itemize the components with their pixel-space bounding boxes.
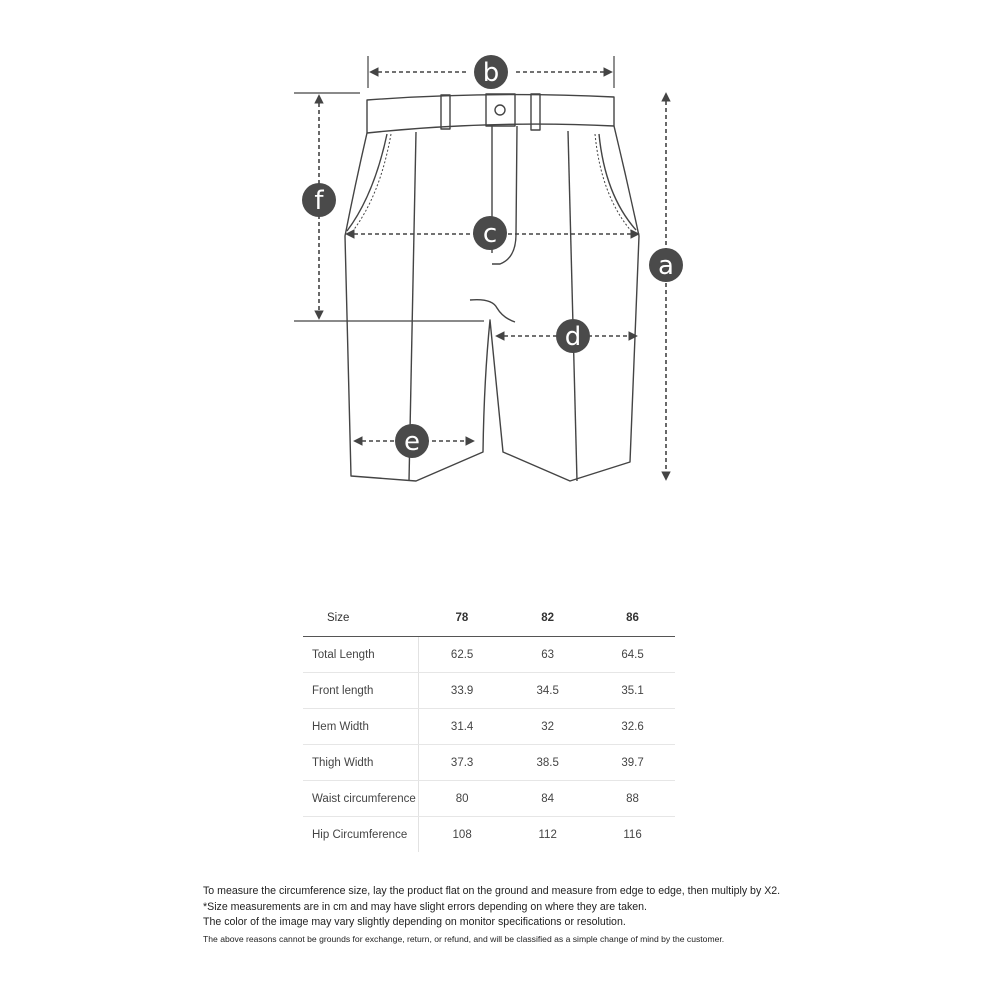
measurement-notes — [203, 884, 823, 946]
table-row — [303, 673, 675, 709]
marker-e-label: e — [404, 427, 420, 457]
marker-d — [556, 319, 590, 353]
row-label: Hem Width — [303, 709, 419, 745]
table-row — [303, 781, 675, 817]
cell: 108 — [452, 828, 472, 841]
button — [495, 105, 505, 115]
cell: 37.3 — [419, 745, 506, 781]
marker-e — [395, 424, 429, 458]
size-header-row — [303, 600, 675, 637]
marker-a-label: a — [658, 251, 674, 281]
note-line-1: To measure the circumference size, lay the product flat on the ground and measure from edge to edge, then multiply by X2. — [203, 885, 781, 897]
cell: 35.1 — [590, 673, 675, 709]
row-label: Thigh Width — [303, 745, 419, 781]
cell: 32 — [505, 709, 590, 745]
cell: 63 — [505, 637, 590, 673]
front-tab — [486, 94, 515, 126]
size-header-78: 78 — [419, 600, 506, 637]
note-line-2: *Size measurements are in cm and may have slight errors depending on where they are taken. — [203, 900, 647, 913]
row-label: Hip Circumference — [303, 817, 419, 853]
marker-f — [302, 183, 336, 217]
marker-b-label: b — [482, 58, 500, 88]
marker-b — [474, 55, 508, 89]
note-line-4: The above reasons cannot be grounds for exchange, return, or refund, and will be classified as a simple change of mind by the customer. — [203, 933, 725, 944]
cell: 88 — [590, 781, 675, 817]
row-label: Waist circumference — [303, 781, 419, 817]
marker-f-label: f — [314, 186, 324, 216]
cell: 38.5 — [505, 745, 590, 781]
table-row — [303, 817, 675, 853]
cell: 80 — [419, 781, 506, 817]
table-row — [303, 745, 675, 781]
cell: 33.9 — [419, 673, 506, 709]
size-header-86: 86 — [590, 600, 675, 637]
shorts-outline — [345, 94, 639, 481]
cell: 64.5 — [590, 637, 675, 673]
marker-d-label: d — [564, 322, 582, 352]
cell: 31.4 — [419, 709, 506, 745]
cell: 39.7 — [590, 745, 675, 781]
cell: 34.5 — [505, 673, 590, 709]
cell: 84 — [505, 781, 590, 817]
right-crease — [568, 131, 577, 481]
cell: 62.5 — [419, 637, 506, 673]
marker-c — [473, 216, 507, 250]
crotch-stitch — [470, 300, 515, 322]
size-header-82: 82 — [505, 600, 590, 637]
waistband — [367, 95, 614, 133]
cell: 112 — [538, 828, 557, 841]
left-pocket-stitch — [352, 134, 391, 232]
size-header-label: Size — [303, 600, 419, 637]
belt-loop-left — [441, 95, 450, 129]
cell: 116 — [623, 828, 642, 841]
row-label: Total Length — [303, 637, 419, 673]
note-line-3: The color of the image may vary slightly depending on monitor specifications or resolution. — [203, 916, 626, 928]
cell: 32.6 — [590, 709, 675, 745]
marker-a — [649, 248, 683, 282]
row-label: Front length — [303, 673, 419, 709]
marker-c-label: c — [482, 219, 498, 249]
size-table — [303, 600, 675, 852]
table-row — [303, 637, 675, 673]
left-pocket — [347, 134, 387, 231]
table-row — [303, 709, 675, 745]
